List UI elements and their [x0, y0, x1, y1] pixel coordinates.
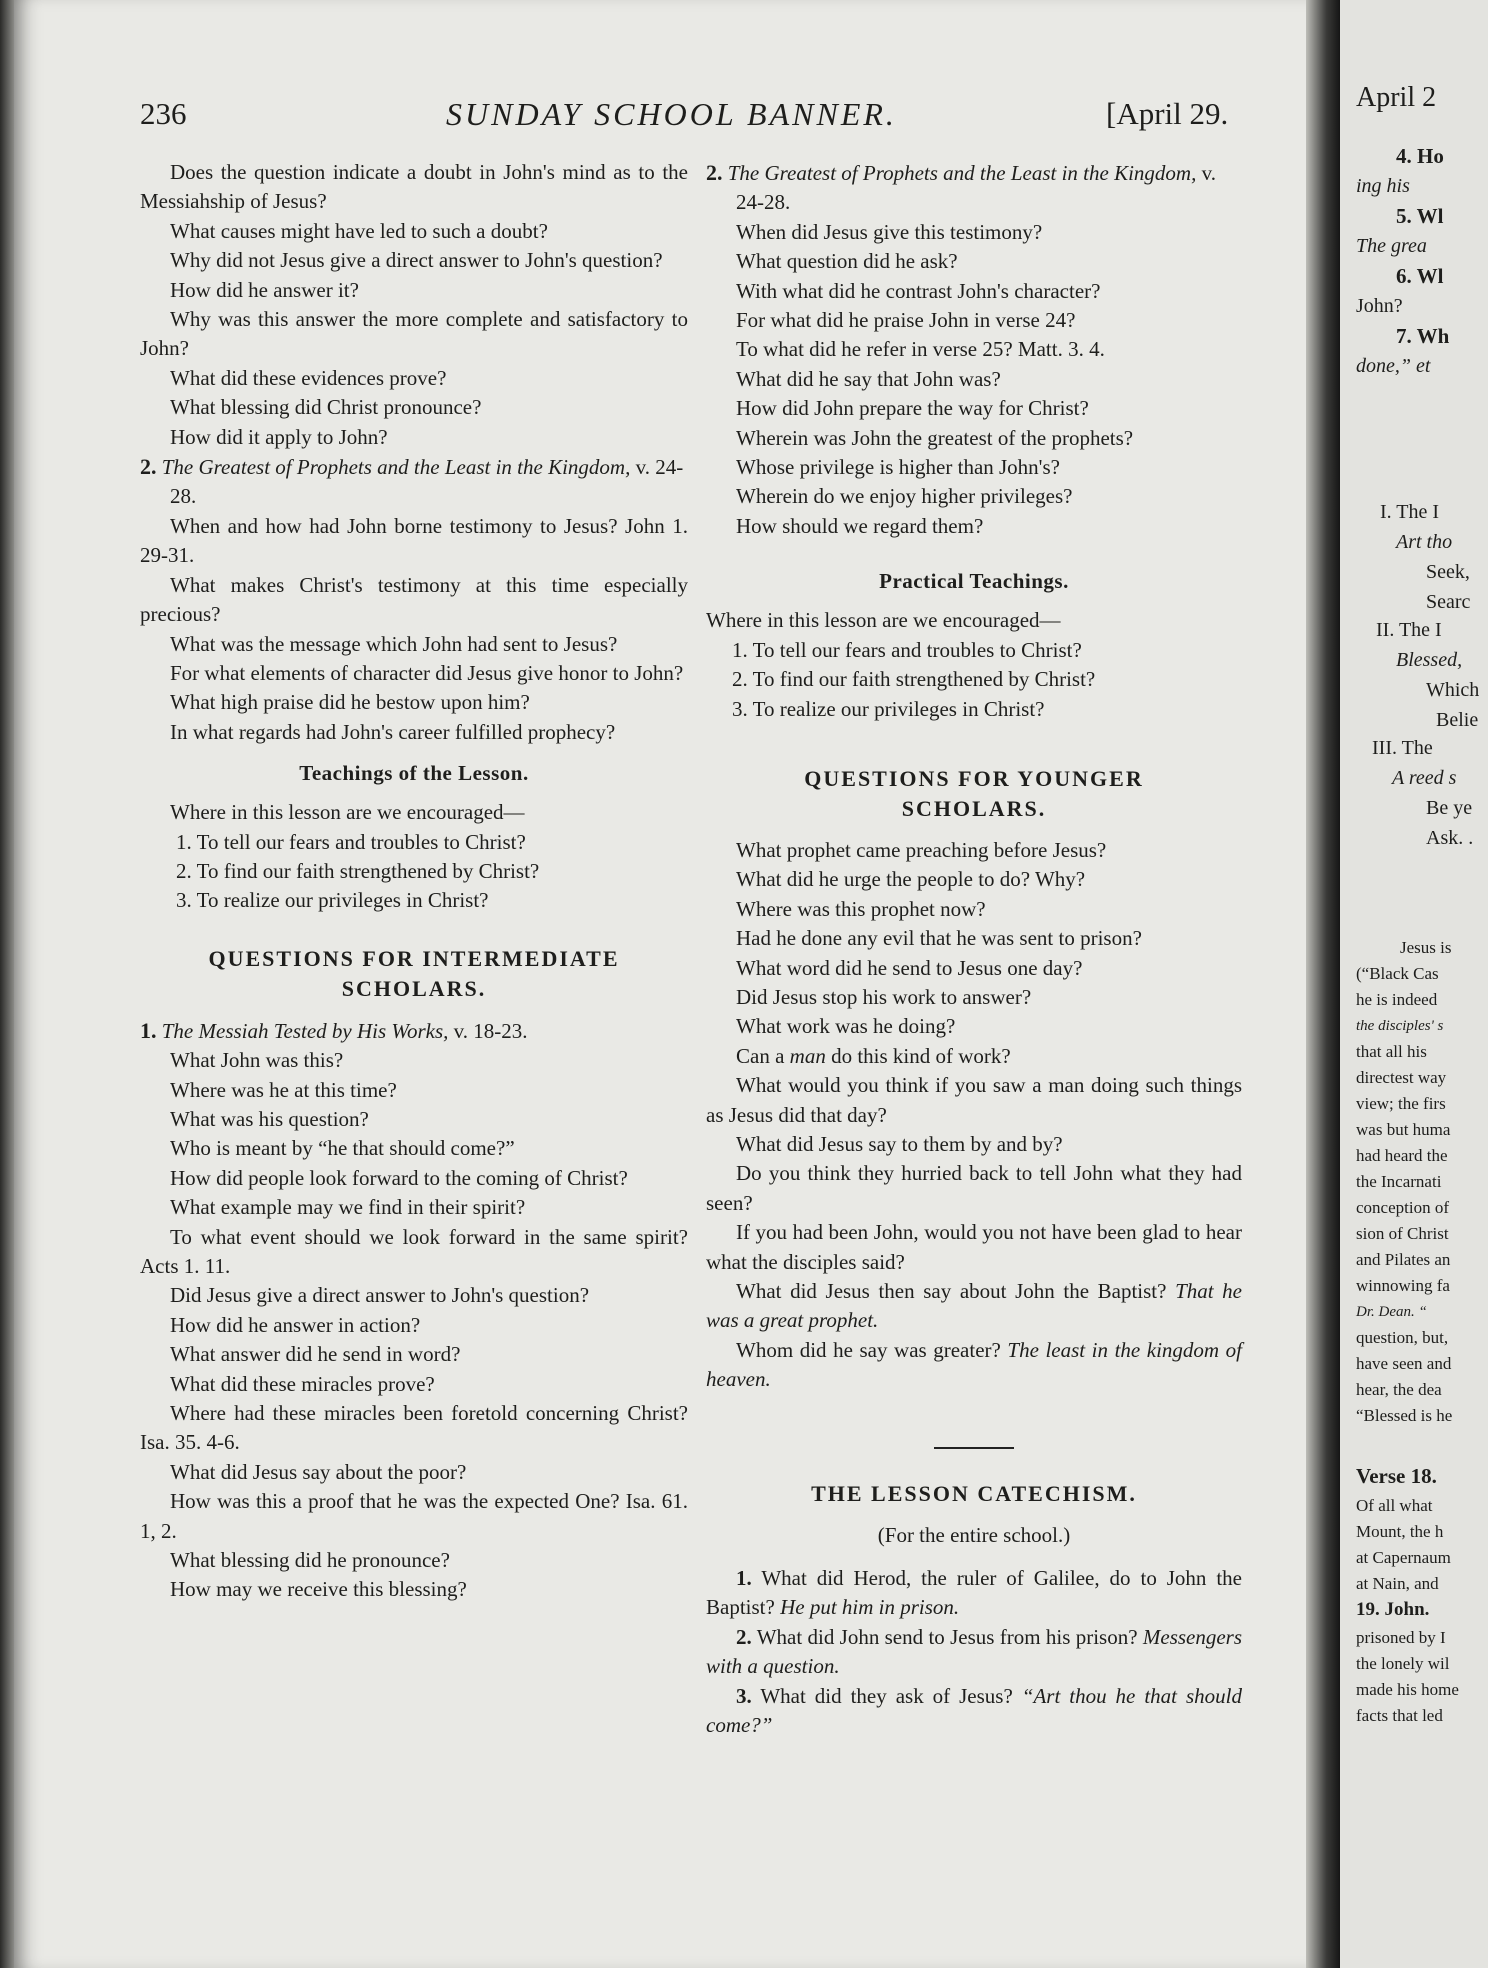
section-number: 2. — [140, 454, 157, 480]
facing-line: Of all what — [1356, 1496, 1433, 1515]
catechism-answer: Messengers with a question. — [706, 1624, 1243, 1679]
facing-line: hear, the dea — [1356, 1380, 1442, 1399]
facing-line: conception of — [1356, 1198, 1449, 1217]
catechism-item — [706, 1682, 1242, 1741]
facing-line: at Capernaum — [1356, 1548, 1451, 1567]
question: What was the message which John had sent to Jesus? — [170, 631, 618, 656]
question: Where was he at this time? — [170, 1077, 397, 1102]
running-head: SUNDAY SCHOOL BANNER. — [446, 96, 897, 132]
question: In what regards had John's career fulfilled prophecy? — [170, 719, 616, 744]
question: How did it apply to John? — [170, 424, 388, 449]
facing-line: April 2 — [1356, 82, 1437, 113]
facing-line: the disciples' s — [1356, 1018, 1444, 1034]
question: What high praise did he bestow upon him? — [170, 690, 530, 715]
catechism-question: What did John send to Jesus from his prison? — [756, 1624, 1138, 1649]
section-heading — [140, 1016, 688, 1046]
facing-line: done,” et — [1356, 355, 1431, 377]
facing-line: at Nain, and — [1356, 1574, 1439, 1593]
catechism-answer: He put him in prison. — [780, 1595, 960, 1620]
question: If you had been John, would you not have been glad to hear what the disciples said? — [706, 1220, 1242, 1274]
teachings-intro: Where in this lesson are we encouraged— — [170, 800, 525, 825]
section-heading — [706, 158, 1242, 218]
question: How did he answer it? — [170, 277, 359, 302]
facing-line: John? — [1356, 295, 1403, 317]
facing-line: Dr. Dean. “ — [1356, 1304, 1427, 1320]
facing-line: Which — [1426, 679, 1480, 701]
facing-line: 6. Wl — [1396, 264, 1444, 288]
question: What was his question? — [170, 1106, 369, 1131]
page-number: 236 — [140, 96, 187, 131]
question: For what elements of character did Jesus give honor to John? — [170, 660, 684, 685]
section-ref: v. 18-23. — [453, 1018, 528, 1043]
question: Wherein was John the greatest of the prophets? — [736, 425, 1134, 450]
facing-page — [1340, 0, 1488, 1968]
catechism-subtitle: (For the entire school.) — [877, 1522, 1071, 1547]
catechism-item — [706, 1623, 1242, 1682]
facing-line: II. The I — [1376, 619, 1442, 641]
heading-line: SCHOLARS. — [901, 795, 1047, 821]
heading-line: QUESTIONS FOR INTERMEDIATE — [208, 945, 620, 971]
question: How should we regard them? — [736, 513, 984, 538]
section-title: The Greatest of Prophets and the Least in the Kingdom, — [727, 161, 1197, 185]
question: What causes might have led to such a doubt? — [170, 218, 548, 243]
left-column — [140, 158, 688, 1605]
section-ref: v. 24-28. — [736, 161, 1216, 215]
book-edge-left — [0, 0, 14, 1968]
teachings-heading: Teachings of the Lesson. — [299, 761, 529, 786]
question: What blessing did Christ pronounce? — [170, 395, 482, 420]
question: Do you think they hurried back to tell John what they had seen? — [706, 1161, 1242, 1215]
list-item: 3. To realize our privileges in Christ? — [176, 888, 489, 913]
question: Who is meant by “he that should come?” — [170, 1136, 515, 1161]
question — [706, 1277, 1242, 1336]
facing-line: Blessed, — [1396, 649, 1463, 671]
facing-line: 4. Ho — [1396, 144, 1444, 168]
question: What blessing did he pronounce? — [170, 1548, 450, 1573]
list-item: 2. To find our faith strengthened by Christ? — [176, 858, 540, 883]
facing-line: Ask. . — [1426, 827, 1474, 849]
facing-line: ing his — [1356, 175, 1410, 197]
question: What answer did he send in word? — [170, 1342, 461, 1367]
question: When and how had John borne testimony to Jesus? John 1. 29-31. — [140, 513, 688, 568]
practical-intro: Where in this lesson are we encouraged— — [706, 608, 1061, 633]
practical-heading: Practical Teachings. — [879, 569, 1069, 594]
question: What did he say that John was? — [736, 366, 1001, 391]
list-item: 3. To realize our privileges in Christ? — [732, 696, 1045, 721]
question-text: Can a — [736, 1043, 785, 1068]
section-ref: v. 24-28. — [170, 455, 684, 509]
facing-line: made his home — [1356, 1680, 1459, 1699]
facing-line: the lonely wil — [1356, 1654, 1450, 1673]
question: What prophet came preaching before Jesus? — [736, 837, 1107, 862]
question: Had he done any evil that he was sent to prison? — [736, 926, 1142, 951]
question: Wherein do we enjoy higher privileges? — [736, 484, 1073, 509]
question: What did Jesus say to them by and by? — [736, 1131, 1063, 1156]
younger-heading — [706, 764, 1242, 824]
question: What did he urge the people to do? Why? — [736, 867, 1086, 892]
facing-line: Verse 18. — [1356, 1464, 1437, 1488]
question: What did Jesus say about the poor? — [170, 1459, 467, 1484]
section-heading — [140, 452, 688, 512]
facing-line: I. The I — [1380, 501, 1440, 523]
list-item: 1. To tell our fears and troubles to Christ? — [176, 829, 526, 854]
facing-line: 19. John. — [1356, 1599, 1430, 1620]
question: Why was this answer the more complete and satisfactory to John? — [140, 307, 688, 361]
question-text: What did Jesus then say about John the Baptist? — [736, 1279, 1167, 1303]
facing-line: Seek, — [1426, 561, 1470, 583]
facing-line: Searc — [1426, 591, 1471, 613]
catechism-item — [706, 1564, 1242, 1623]
facing-line: and Pilates an — [1356, 1250, 1451, 1269]
question: Does the question indicate a doubt in John's mind as to the Messiahship of Jesus? — [140, 160, 688, 214]
facing-line: (“Black Cas — [1356, 964, 1439, 983]
section-title: The Messiah Tested by His Works, — [161, 1018, 449, 1043]
answer-text: The least in the kingdom of heaven. — [706, 1337, 1242, 1392]
facing-line: Be ye — [1426, 797, 1473, 819]
facing-line: winnowing fa — [1356, 1276, 1450, 1295]
question: How did John prepare the way for Christ? — [736, 396, 1089, 421]
section-number: 1. — [140, 1017, 157, 1043]
catechism-question: What did they ask of Jesus? — [760, 1683, 1013, 1708]
question-text: Whom did he say was greater? — [736, 1337, 1001, 1362]
answer-text: That he was a great prophet. — [706, 1279, 1243, 1333]
facing-line: sion of Christ — [1356, 1224, 1449, 1243]
facing-line: that all his — [1356, 1042, 1427, 1061]
facing-line: The grea — [1356, 235, 1427, 257]
facing-line: Jesus is — [1400, 938, 1452, 957]
heading-line: SCHOLARS. — [341, 975, 487, 1001]
question: What would you think if you saw a man doing such things as Jesus did that day? — [706, 1073, 1242, 1127]
facing-line: he is indeed — [1356, 990, 1438, 1009]
question: How did he answer in action? — [170, 1312, 421, 1337]
question: What did these miracles prove? — [170, 1371, 435, 1396]
catechism-answer: “Art thou he that should come?” — [706, 1683, 1242, 1738]
question: What work was he doing? — [736, 1014, 956, 1039]
section-number: 2. — [706, 160, 723, 185]
facing-line: question, but, — [1356, 1328, 1449, 1347]
facing-line: directest way — [1356, 1068, 1447, 1087]
question: How was this a proof that he was the expected One? Isa. 61. 1, 2. — [140, 1489, 688, 1543]
facing-line: A reed s — [1392, 767, 1457, 789]
question: With what did he contrast John's character? — [736, 278, 1101, 303]
catechism-number: 3. — [736, 1683, 752, 1708]
question: What did these evidences prove? — [170, 365, 447, 390]
heading-line: QUESTIONS FOR YOUNGER — [804, 765, 1144, 791]
question: Why did not Jesus give a direct answer to John's question? — [170, 248, 663, 273]
list-item: 1. To tell our fears and troubles to Christ? — [732, 637, 1082, 662]
question-text: do this kind of work? — [831, 1043, 1011, 1068]
book-gutter — [1306, 0, 1340, 1968]
facing-line: Mount, the h — [1356, 1522, 1444, 1541]
question: What word did he send to Jesus one day? — [736, 955, 1083, 980]
facing-line: III. The — [1372, 737, 1433, 759]
facing-line: Art tho — [1396, 531, 1453, 553]
question: For what did he praise John in verse 24? — [736, 308, 1076, 333]
question — [706, 1336, 1242, 1395]
section-title: The Greatest of Prophets and the Least in the Kingdom, — [161, 455, 631, 480]
facing-line: 5. Wl — [1396, 204, 1444, 228]
facing-line: had heard the — [1356, 1146, 1448, 1165]
facing-line: “Blessed is he — [1356, 1406, 1453, 1425]
question: To what event should we look forward in the same spirit? Acts 1. 11. — [140, 1224, 688, 1278]
question: When did Jesus give this testimony? — [736, 219, 1043, 244]
question: What makes Christ's testimony at this time especially precious? — [140, 572, 688, 627]
question: To what did he refer in verse 25? Matt. 3. 4. — [736, 337, 1105, 362]
question — [706, 1042, 1242, 1071]
intermediate-heading — [140, 944, 688, 1004]
catechism-number: 2. — [736, 1624, 752, 1649]
catechism-number: 1. — [736, 1566, 752, 1591]
question: What example may we find in their spirit? — [170, 1195, 526, 1220]
question: Where was this prophet now? — [736, 896, 986, 921]
question-emphasis: man — [789, 1043, 826, 1068]
list-item: 2. To find our faith strengthened by Christ? — [732, 667, 1096, 692]
question: How did people look forward to the coming of Christ? — [170, 1165, 628, 1190]
practical-list — [706, 636, 1242, 724]
question: Where had these miracles been foretold concerning Christ? Isa. 35. 4-6. — [140, 1401, 688, 1455]
facing-line: prisoned by I — [1356, 1628, 1446, 1647]
question: Did Jesus give a direct answer to John's question? — [170, 1283, 590, 1308]
question: What John was this? — [170, 1048, 344, 1073]
facing-line: 7. Wh — [1396, 324, 1450, 348]
issue-date: [April 29. — [1106, 96, 1229, 131]
facing-line: the Incarnati — [1356, 1172, 1442, 1191]
facing-line: facts that led — [1356, 1706, 1443, 1725]
question: Whose privilege is higher than John's? — [736, 455, 1060, 480]
facing-line: was but huma — [1356, 1120, 1451, 1139]
question: Did Jesus stop his work to answer? — [736, 984, 1032, 1009]
teachings-list — [140, 828, 688, 916]
right-column — [706, 158, 1242, 1740]
question: How may we receive this blessing? — [170, 1577, 467, 1602]
facing-line: have seen and — [1356, 1354, 1452, 1373]
facing-line: Belie — [1436, 709, 1479, 731]
section-divider — [934, 1447, 1014, 1449]
catechism-heading: THE LESSON CATECHISM. — [811, 1480, 1137, 1506]
facing-line: view; the firs — [1356, 1094, 1446, 1113]
catechism-question: What did Herod, the ruler of Galilee, do to John the Baptist? — [706, 1566, 1243, 1620]
question: What question did he ask? — [736, 249, 958, 274]
